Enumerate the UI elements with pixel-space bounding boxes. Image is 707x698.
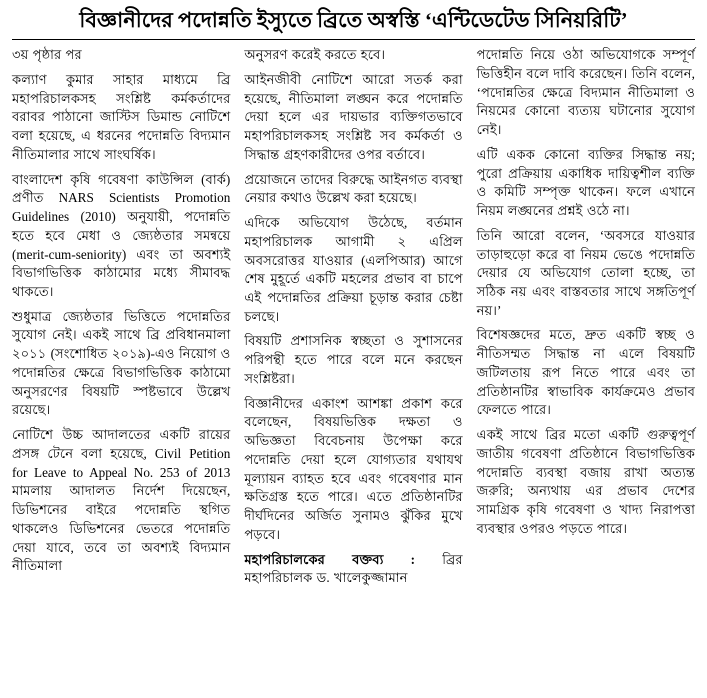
dg-statement-tail: ব্রির মহাপরিচালক ড. খালেকুজ্জামান	[244, 551, 463, 586]
paragraph: একই সাথে ব্রির মতো একটি গুরুত্বপূর্ণ জাতীয় গবেষণা প্রতিষ্ঠানে বিভাগভিত্তিক পদোন্নতি ব্যবস্থা বজায় রাখা অত্যন্ত জরুরি; অন্যথায় এর প্রভাব দেশের সামগ্রিক কৃষি গবেষণা ও খাদ্য নিরাপত্তা ব্যবস্থার ওপরও পড়তে পারে।	[476, 427, 695, 536]
paragraph: আইনজীবী নোটিশে আরো সতর্ক করা হয়েছে, নীতিমালা লঙ্ঘন করে পদোন্নতি দেয়া হলে এর দায়ভার ব্যক্তিগতভাবে মহাপরিচালকসহ সংশ্লিষ্ট সব কর্মকর্তা ও সিদ্ধান্ত গ্রহণকারীদের ওপর বর্তাবে।	[244, 71, 463, 162]
column-1	[12, 46, 230, 582]
paragraph: বিজ্ঞানীদের একাংশ আশঙ্কা প্রকাশ করে বলেছেন, বিষয়ভিত্তিক দক্ষতা ও অভিজ্ঞতা বিবেচনায় উপেক্ষা করে পদোন্নতি দেয়া হলে যোগ্যতার যথাযথ মূল্যায়ন ব্যাহত হবে এবং গবেষণার মান ক্ষতিগ্রস্ত হতে পারে। এতে প্রতিষ্ঠানটির দীর্ঘদিনের অর্জিত সুনামও ঝুঁকির মুখে পড়বে।	[244, 395, 463, 542]
paragraph: অনুসরণ করেই করতে হবে।	[244, 47, 386, 63]
paragraph: তিনি আরো বলেন, ‘অবসরে যাওয়ার তাড়াহুড়ো করে বা নিয়ম ভেঙে পদোন্নতি দেয়ার যে অভিযোগ তোলা হচ্ছে, তা সঠিক নয় এবং বাস্তবতার সাথে সঙ্গতিপূর্ণ নয়।’	[476, 227, 695, 318]
column-3	[477, 46, 695, 544]
paragraph: বিষয়টি প্রশাসনিক স্বচ্ছতা ও সুশাসনের পরিপন্থী হতে পারে বলে মনে করছেন সংশ্লিষ্টরা।	[244, 333, 463, 386]
paragraph: কল্যাণ কুমার সাহার মাধ্যমে ব্রি মহাপরিচালকসহ সংশ্লিষ্ট কর্মকর্তাদের বরাবর পাঠানো জাস্টিস ডিমান্ড নোটিশে বলা হয়েছে, এ ধরনের পদোন্নতি বিদ্যমান নীতিমালার সাথে সাংঘর্ষিক।	[12, 71, 231, 162]
paragraph: শুধুমাত্র জ্যেষ্ঠতার ভিত্তিতে পদোন্নতির সুযোগ নেই। একই সাথে ব্রি প্রবিধানমালা ২০১১ (সংশোধিত ২০১৯)-এও নিয়োগ ও পদোন্নতির ক্ষেত্রে বিভাগভিত্তিক কাঠামো অনুসরণের বিষয়টি স্পষ্টভাবে উল্লেখ রয়েছে।	[12, 308, 231, 418]
paragraph: পদোন্নতি নিয়ে ওঠা অভিযোগকে সম্পূর্ণ ভিত্তিহীন বলে দাবি করেছেন। তিনি বলেন, ‘পদোন্নতির ক্ষেত্রে বিদ্যমান নীতিমালা ও নিয়মের কোনো ব্যত্যয় ঘটানোর সুযোগ নেই।	[476, 47, 695, 138]
paragraph: বাংলাদেশ কৃষি গবেষণা কাউন্সিল (বার্ক) প্রণীত NARS Scientists Promotion Guidelines (2010) অনুযায়ী, পদোন্নতি হতে হবে মেধা ও জ্যেষ্ঠতার সমন্বয়ে (merit-cum-seniority) এবং তা অবশ্যই বিভাগভিত্তিক কাঠামোর মধ্যে সীমাবদ্ধ থাকতে।	[12, 171, 231, 299]
column-2	[244, 46, 462, 594]
paragraph: এটি একক কোনো ব্যক্তির সিদ্ধান্ত নয়; পুরো প্রক্রিয়ায় একাধিক দায়িত্বশীল ব্যক্তি ও কমিটি সম্পৃক্ত থাকেন। ফলে এখানে নিয়ম লঙ্ঘনের প্রশ্নই ওঠে না।	[476, 146, 695, 219]
page-title: বিজ্ঞানীদের পদোন্নতি ইস্যুতে ব্রিতে অস্বস্তি ‘এন্টিডেটেড সিনিয়রিটি’	[79, 8, 628, 32]
paragraph: এদিকে অভিযোগ উঠেছে, বর্তমান মহাপরিচালক আগামী ২ এপ্রিল অবসরোত্তর যাওয়ার (এলপিআর) আগে শেষ মুহূর্তে একটি মহলের প্রভাব বা চাপে এই পদোন্নতির প্রক্রিয়া চূড়ান্ত করার চেষ্টা চলছে।	[244, 215, 463, 324]
dg-statement-paragraph	[244, 551, 462, 588]
dg-statement-subhead: মহাপরিচালকের বক্তব্য :	[244, 551, 416, 567]
article-columns	[12, 46, 695, 686]
paragraph: নোটিশে উচ্চ আদালতের একটি রায়ের প্রসঙ্গ টেনে বলা হয়েছে, Civil Petition for Leave to Appeal No. 253 of 2013 মামলায় আদালত নির্দেশ দিয়েছেন, ডিভিশনের বাইরে পদোন্নতি স্থগিত থাকলেও ডিভিশনের ভেতরে পদোন্নতি দেয়া যাবে, তবে তা অবশ্যই বিদ্যমান নীতিমালা	[12, 427, 231, 574]
headline-divider	[12, 39, 695, 40]
paragraph: প্রয়োজনে তাদের বিরুদ্ধে আইনগত ব্যবস্থা নেয়ার কথাও উল্লেখ করা হয়েছে।	[244, 171, 463, 206]
kicker-text: ৩য় পৃষ্ঠার পর	[12, 47, 82, 63]
paragraph: বিশেষজ্ঞদের মতে, দ্রুত একটি স্বচ্ছ ও নীতিসম্মত সিদ্ধান্ত না এলে বিষয়টি জটিলতায় রূপ নিতে পারে এবং তা প্রতিষ্ঠানটির স্বাভাবিক কার্যক্রমেও প্রভাব ফেলতে পারে।	[476, 327, 695, 418]
